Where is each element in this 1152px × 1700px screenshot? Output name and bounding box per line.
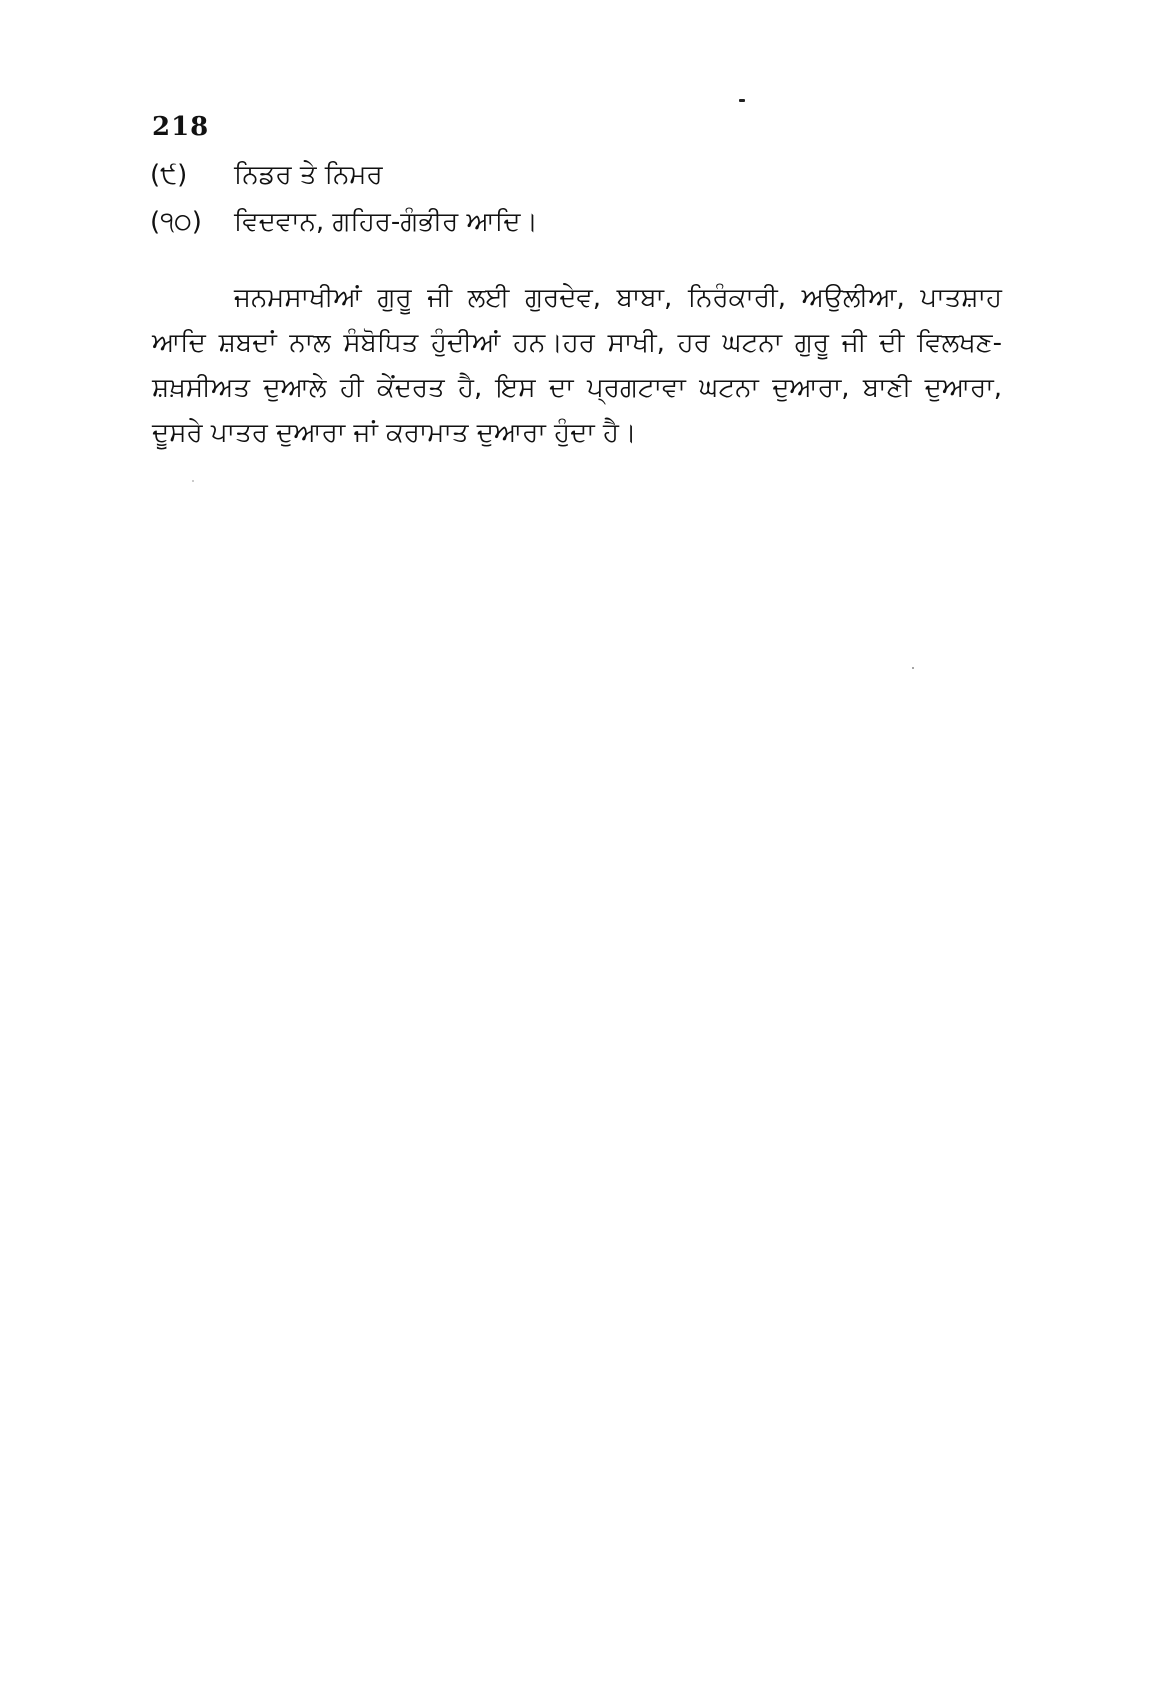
body-paragraph: ਜਨਮਸਾਖੀਆਂ ਗੁਰੂ ਜੀ ਲਈ ਗੁਰਦੇਵ, ਬਾਬਾ, ਨਿਰੰਕਾਰੀ, ਅਉਲੀਆ, ਪਾਤਸ਼ਾਹ ਆਦਿ ਸ਼ਬਦਾਂ ਨਾਲ ਸੰਬੋਧਿਤ ਹੁੰਦੀਆਂ ਹਨ।ਹਰ ਸਾਖੀ, ਹਰ ਘਟਨਾ ਗੁਰੂ ਜੀ ਦੀ ਵਿਲਖਣ-ਸ਼ਖ਼ਸੀਅਤ ਦੁਆਲੇ ਹੀ ਕੇਂਦਰਤ ਹੈ, ਇਸ ਦਾ ਪ੍ਰਗਟਾਵਾ ਘਟਨਾ ਦੁਆਰਾ, ਬਾਣੀ ਦੁਆਰਾ, ਦੂਸਰੇ ਪਾਤਰ ਦੁਆਰਾ ਜਾਂ ਕਰਾਮਾਤ ਦੁਆਰਾ ਹੁੰਦਾ ਹੈ। (152, 283, 1002, 448)
list-item-text: ਨਿਡਰ ਤੇ ਨਿਮਰ (234, 160, 383, 190)
list-item-marker: (੯) (150, 160, 188, 190)
list-item-text: ਵਿਦਵਾਨ, ਗਹਿਰ-ਗੰਭੀਰ ਆਦਿ। (234, 207, 538, 237)
list-item (150, 207, 538, 238)
scan-speck (912, 667, 914, 669)
page-number: 218 (152, 112, 210, 142)
scan-speck (192, 480, 194, 482)
scan-speck (739, 99, 745, 102)
list-item (150, 160, 383, 191)
list-item-marker: (੧੦) (150, 207, 202, 237)
